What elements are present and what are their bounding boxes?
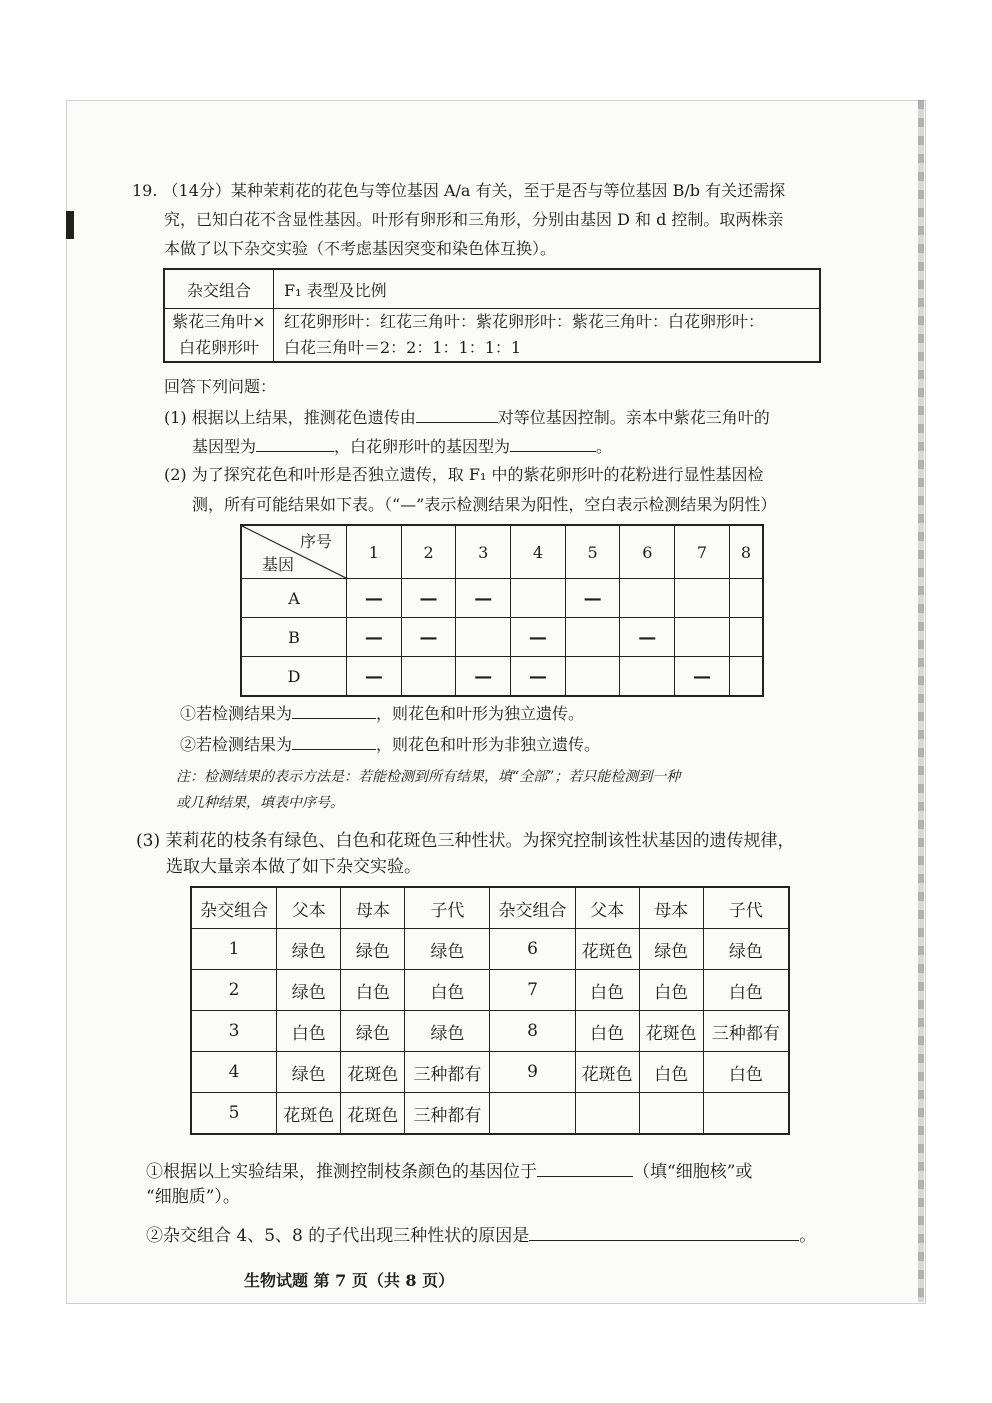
column-number: 1 <box>347 525 402 579</box>
cross-line: 紫花三角叶× <box>172 312 266 331</box>
q1-text-b: 对等位基因控制。亲本中紫花三角叶的 <box>497 408 770 427</box>
q3-blank-location[interactable] <box>537 1160 633 1177</box>
table-cell: 8 <box>490 1011 575 1052</box>
q1-blank-genotype-purple[interactable] <box>256 435 334 452</box>
question-intro-line-2: 究，已知白花不含显性基因。叶形有卵形和三角形，分别由基因 D 和 d 控制。取两株亲 <box>164 210 784 229</box>
detection-cell: — <box>511 657 566 697</box>
detection-cell: — <box>456 657 511 697</box>
detection-cell: — <box>456 579 511 618</box>
column-number: 7 <box>675 525 730 579</box>
corner-cell <box>241 525 347 579</box>
table-row <box>164 269 820 309</box>
table-header-cell: 母本 <box>341 887 405 929</box>
table-row <box>191 1052 789 1093</box>
q1-blank-genotype-white[interactable] <box>510 435 596 452</box>
detection-cell <box>565 657 620 697</box>
table-cell: 白色 <box>405 970 490 1011</box>
q1-text-e: 。 <box>596 437 613 456</box>
table-row <box>164 309 820 363</box>
detection-cell <box>675 579 730 618</box>
detection-cell <box>620 579 675 618</box>
q3-line-2: 选取大量亲本做了如下杂交实验。 <box>166 857 421 877</box>
table-cell <box>703 1093 789 1135</box>
column-number: 4 <box>511 525 566 579</box>
page-edge-shadow <box>918 100 924 1302</box>
q3-item-2 <box>146 1224 816 1247</box>
detection-cell: — <box>511 618 566 657</box>
detection-cell: — <box>565 579 620 618</box>
table-cell: 7 <box>490 970 575 1011</box>
q2-item-2-text: ②若检测结果为 <box>180 735 293 754</box>
q2-blank-independent[interactable] <box>292 702 376 719</box>
table-header-cell: 父本 <box>277 887 341 929</box>
gene-label: D <box>241 657 347 697</box>
table-cell: 三种都有 <box>405 1093 490 1135</box>
detection-cell <box>729 618 763 657</box>
table-cell: 花斑色 <box>341 1093 405 1135</box>
table-row <box>241 525 763 579</box>
result-cell <box>274 309 821 363</box>
q3-item-1-tail: （填“细胞核”或 <box>633 1162 753 1182</box>
gene-label: A <box>241 579 347 618</box>
cross-result-table <box>163 268 821 363</box>
detection-cell <box>456 618 511 657</box>
table-cell: 白色 <box>341 970 405 1011</box>
q3-line-1: (3) 茉莉花的枝条有绿色、白色和花斑色三种性状。为探究控制该性状基因的遗传规律， <box>136 831 795 851</box>
table-row <box>191 929 789 970</box>
table-cell: 绿色 <box>405 929 490 970</box>
q2-line-2: 测，所有可能结果如下表。（“—”表示检测结果为阳性，空白表示检测结果为阴性） <box>192 495 777 514</box>
q2-item-1-tail: ，则花色和叶形为独立遗传。 <box>376 704 585 723</box>
table-header-cell: 杂交组合 <box>191 887 277 929</box>
table-row <box>241 618 763 657</box>
table-cell: 白色 <box>703 970 789 1011</box>
table-header-cell: 杂交组合 <box>164 269 274 309</box>
question-intro-line-3: 本做了以下杂交实验（不考虑基因突变和染色体互换）。 <box>164 239 557 258</box>
gene-detection-table <box>240 524 764 697</box>
q1-line-1 <box>164 406 770 429</box>
table-row <box>241 657 763 697</box>
detection-cell: — <box>347 618 402 657</box>
q3-blank-reason[interactable] <box>529 1224 799 1241</box>
table-header-cell: F₁ 表型及比例 <box>274 269 821 309</box>
table-header-cell: 子代 <box>703 887 789 929</box>
table-row <box>241 579 763 618</box>
table-header-cell: 杂交组合 <box>490 887 575 929</box>
table-cell: 1 <box>191 929 277 970</box>
q1-text-a: (1) 根据以上结果，推测花色遗传由 <box>164 408 416 427</box>
page-footer: 生物试题 第 7 页（共 8 页） <box>244 1271 455 1290</box>
table-cell: 白色 <box>703 1052 789 1093</box>
detection-cell <box>729 579 763 618</box>
detection-cell: — <box>347 579 402 618</box>
table-cell: 绿色 <box>341 1011 405 1052</box>
q1-blank-count[interactable] <box>416 406 498 423</box>
table-cell: 花斑色 <box>341 1052 405 1093</box>
column-number: 8 <box>729 525 763 579</box>
table-cell: 白色 <box>575 1011 639 1052</box>
detection-cell: — <box>401 618 456 657</box>
q3-item-2-text: ②杂交组合 4、5、8 的子代出现三种性状的原因是 <box>146 1226 530 1246</box>
column-number: 3 <box>456 525 511 579</box>
table-cell <box>639 1093 703 1135</box>
note-line-1: 注：检测结果的表示方法是：若能检测到所有结果，填“全部”；若只能检测到一种 <box>176 769 681 785</box>
result-line: 白花三角叶＝2：2：1：1：1：1 <box>284 338 522 357</box>
note-line-2: 或几种结果，填表中序号。 <box>176 795 344 811</box>
q2-item-2-tail: ，则花色和叶形为非独立遗传。 <box>376 735 601 754</box>
table-cell: 花斑色 <box>277 1093 341 1135</box>
table-cell: 花斑色 <box>575 929 639 970</box>
detection-cell <box>565 618 620 657</box>
margin-marker <box>66 211 74 239</box>
q2-item-1 <box>180 702 584 725</box>
table-header-cell: 父本 <box>575 887 639 929</box>
table-row <box>191 887 789 929</box>
table-cell: 6 <box>490 929 575 970</box>
table-cell <box>490 1093 575 1135</box>
detection-cell <box>401 657 456 697</box>
detection-cell: — <box>401 579 456 618</box>
detection-cell <box>675 618 730 657</box>
table-cell: 绿色 <box>703 929 789 970</box>
table-row <box>191 1093 789 1135</box>
cross-cell <box>164 309 274 363</box>
q3-item-1-cont: “细胞质”）。 <box>146 1187 240 1207</box>
q1-text-d: ，白花卵形叶的基因型为 <box>334 437 511 456</box>
table-cell: 2 <box>191 970 277 1011</box>
table-cell: 5 <box>191 1093 277 1135</box>
corner-label-gene: 基因 <box>262 555 295 574</box>
gene-label: B <box>241 618 347 657</box>
column-number: 2 <box>401 525 456 579</box>
corner-label-number: 序号 <box>299 532 332 551</box>
table-cell: 白色 <box>575 970 639 1011</box>
table-cell: 花斑色 <box>639 1011 703 1052</box>
table-cell: 白色 <box>639 970 703 1011</box>
q3-item-2-tail: 。 <box>799 1226 817 1246</box>
table-header-cell: 母本 <box>639 887 703 929</box>
table-cell: 白色 <box>639 1052 703 1093</box>
table-cell: 三种都有 <box>405 1052 490 1093</box>
q1-text-c: 基因型为 <box>192 437 257 456</box>
table-cell: 花斑色 <box>575 1052 639 1093</box>
table-cell <box>575 1093 639 1135</box>
branch-color-cross-table <box>190 886 790 1135</box>
answer-prompt: 回答下列问题： <box>164 377 277 396</box>
question-intro-line-1: 19. （14分）某种茉莉花的花色与等位基因 A/a 有关，至于是否与等位基因 B/b 有关还需探 <box>132 181 786 200</box>
table-header-cell: 子代 <box>405 887 490 929</box>
table-row <box>191 970 789 1011</box>
q2-item-2 <box>180 733 600 756</box>
detection-cell: — <box>347 657 402 697</box>
cross-line: 白花卵形叶 <box>178 338 259 357</box>
column-number: 5 <box>565 525 620 579</box>
table-row <box>191 1011 789 1052</box>
table-cell: 三种都有 <box>703 1011 789 1052</box>
table-cell: 9 <box>490 1052 575 1093</box>
detection-cell <box>620 657 675 697</box>
q3-item-1-text: ①根据以上实验结果，推测控制枝条颜色的基因位于 <box>146 1162 537 1182</box>
q2-item-1-text: ①若检测结果为 <box>180 704 293 723</box>
detection-cell: — <box>675 657 730 697</box>
q2-blank-linked[interactable] <box>292 733 376 750</box>
q1-line-2 <box>192 435 612 458</box>
table-cell: 绿色 <box>277 1052 341 1093</box>
q2-line-1: (2) 为了探究花色和叶形是否独立遗传，取 F₁ 中的紫花卵形叶的花粉进行显性基因检 <box>164 465 764 484</box>
column-number: 6 <box>620 525 675 579</box>
table-cell: 绿色 <box>277 929 341 970</box>
table-cell: 绿色 <box>405 1011 490 1052</box>
table-cell: 白色 <box>277 1011 341 1052</box>
table-cell: 4 <box>191 1052 277 1093</box>
table-cell: 绿色 <box>639 929 703 970</box>
table-cell: 绿色 <box>341 929 405 970</box>
table-cell: 绿色 <box>277 970 341 1011</box>
result-line: 红花卵形叶：红花三角叶：紫花卵形叶：紫花三角叶：白花卵形叶： <box>284 312 765 331</box>
detection-cell <box>729 657 763 697</box>
q3-item-1 <box>146 1160 752 1183</box>
table-cell: 3 <box>191 1011 277 1052</box>
detection-cell: — <box>620 618 675 657</box>
detection-cell <box>511 579 566 618</box>
